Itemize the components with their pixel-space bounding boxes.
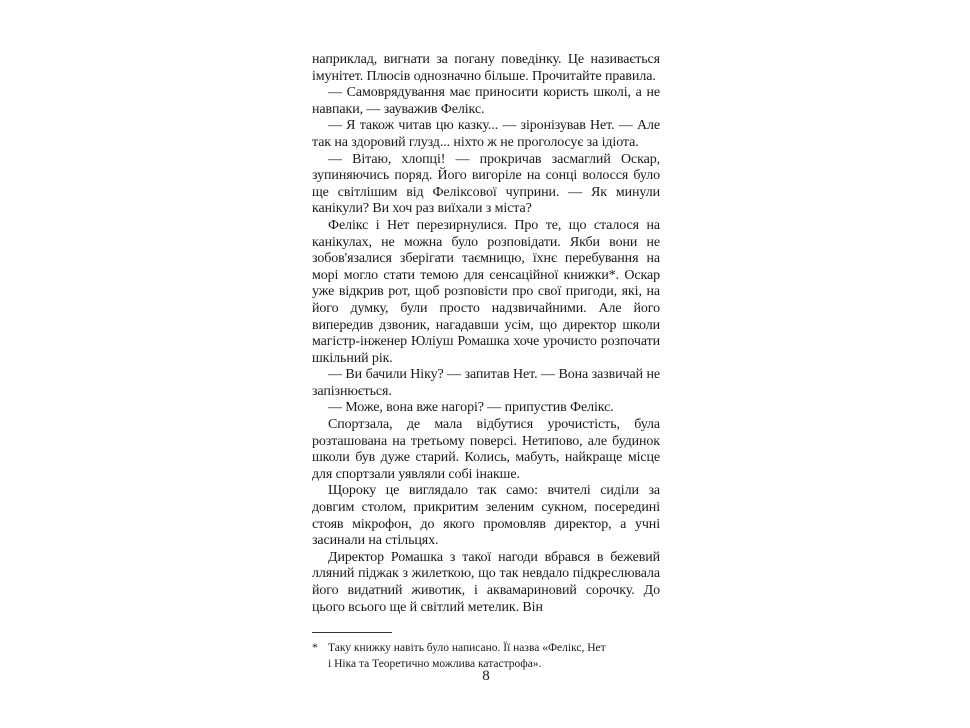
paragraph: — Я також читав цю казку... — зіронізував Нет. — Але так на здоровий глузд... ніхто ж не проголосує за ідіота. [312, 118, 660, 150]
paragraph: Фелікс і Нет перезирнулися. Про те, що сталося на канікулах, не можна було розповідати. Якби вони не зобов'язалися зберігати таємницю, їхнє перебування на морі могло стати темою для сенсаційної книжки*. Оскар уже відкрив рот, щоб розповісти про свої пригоди, які, на його думку, були просто надзвичайними. Але його випередив дзвоник, нагадавши усім, що директор школи магістр-інженер Юліуш Ромашка хоче урочисто розпочати шкільний рік. [312, 217, 660, 366]
footnote-line: і Ніка та Теоретично можлива катастрофа». [328, 658, 542, 670]
footnote-line [312, 640, 660, 656]
paragraph: Щороку це виглядало так само: вчителі сиділи за довгим столом, прикритим зеленим сукном, посередині стояв мікрофон, до якого промовляв директор, а учні засинали на стільцях. [312, 483, 660, 549]
paragraph: — Самоврядування має приносити користь школі, а не навпаки, — зауважив Фелікс. [312, 85, 660, 117]
footnote-mark: * [312, 642, 318, 654]
body-text [312, 52, 660, 616]
paragraph: Директор Ромашка з такої нагоди вбрався в бежевий лляний піджак з жилеткою, що так невдало підкреслювала його видатний животик, і аквамариновий сорочку. До цього всього ще й світлий метелик. Він [312, 549, 660, 615]
book-page [312, 52, 660, 692]
paragraph: Спортзала, де мала відбутися урочистість, була розташована на третьому поверсі. Нетипово, але будинок школи був дуже старий. Колись, мабуть, найкраще місце для спортзали уявляли собі інакше. [312, 417, 660, 482]
page-number: 8 [482, 668, 490, 684]
paragraph: наприклад, вигнати за погану поведінку. Це називається імунітет. Плюсів однозначно більше. Прочитайте правила. [312, 52, 660, 84]
paragraph: — Вітаю, хлопці! — прокричав засмаглий Оскар, зупиняючись поряд. Його вигоріле на сонці волосся було ще світлішим від Феліксової чуприни. — Як минули канікули? Ви хоч раз виїхали з міста? [312, 151, 660, 217]
paragraph: — Може, вона вже нагорі? — припустив Фелікс. [328, 400, 614, 416]
paragraph: — Ви бачили Ніку? — запитав Нет. — Вона зазвичай не запізнюється. [312, 367, 660, 399]
footnote-text: Таку книжку навіть було написано. Її назва «Фелікс, Нет [328, 642, 606, 654]
footnote-divider [312, 632, 392, 633]
